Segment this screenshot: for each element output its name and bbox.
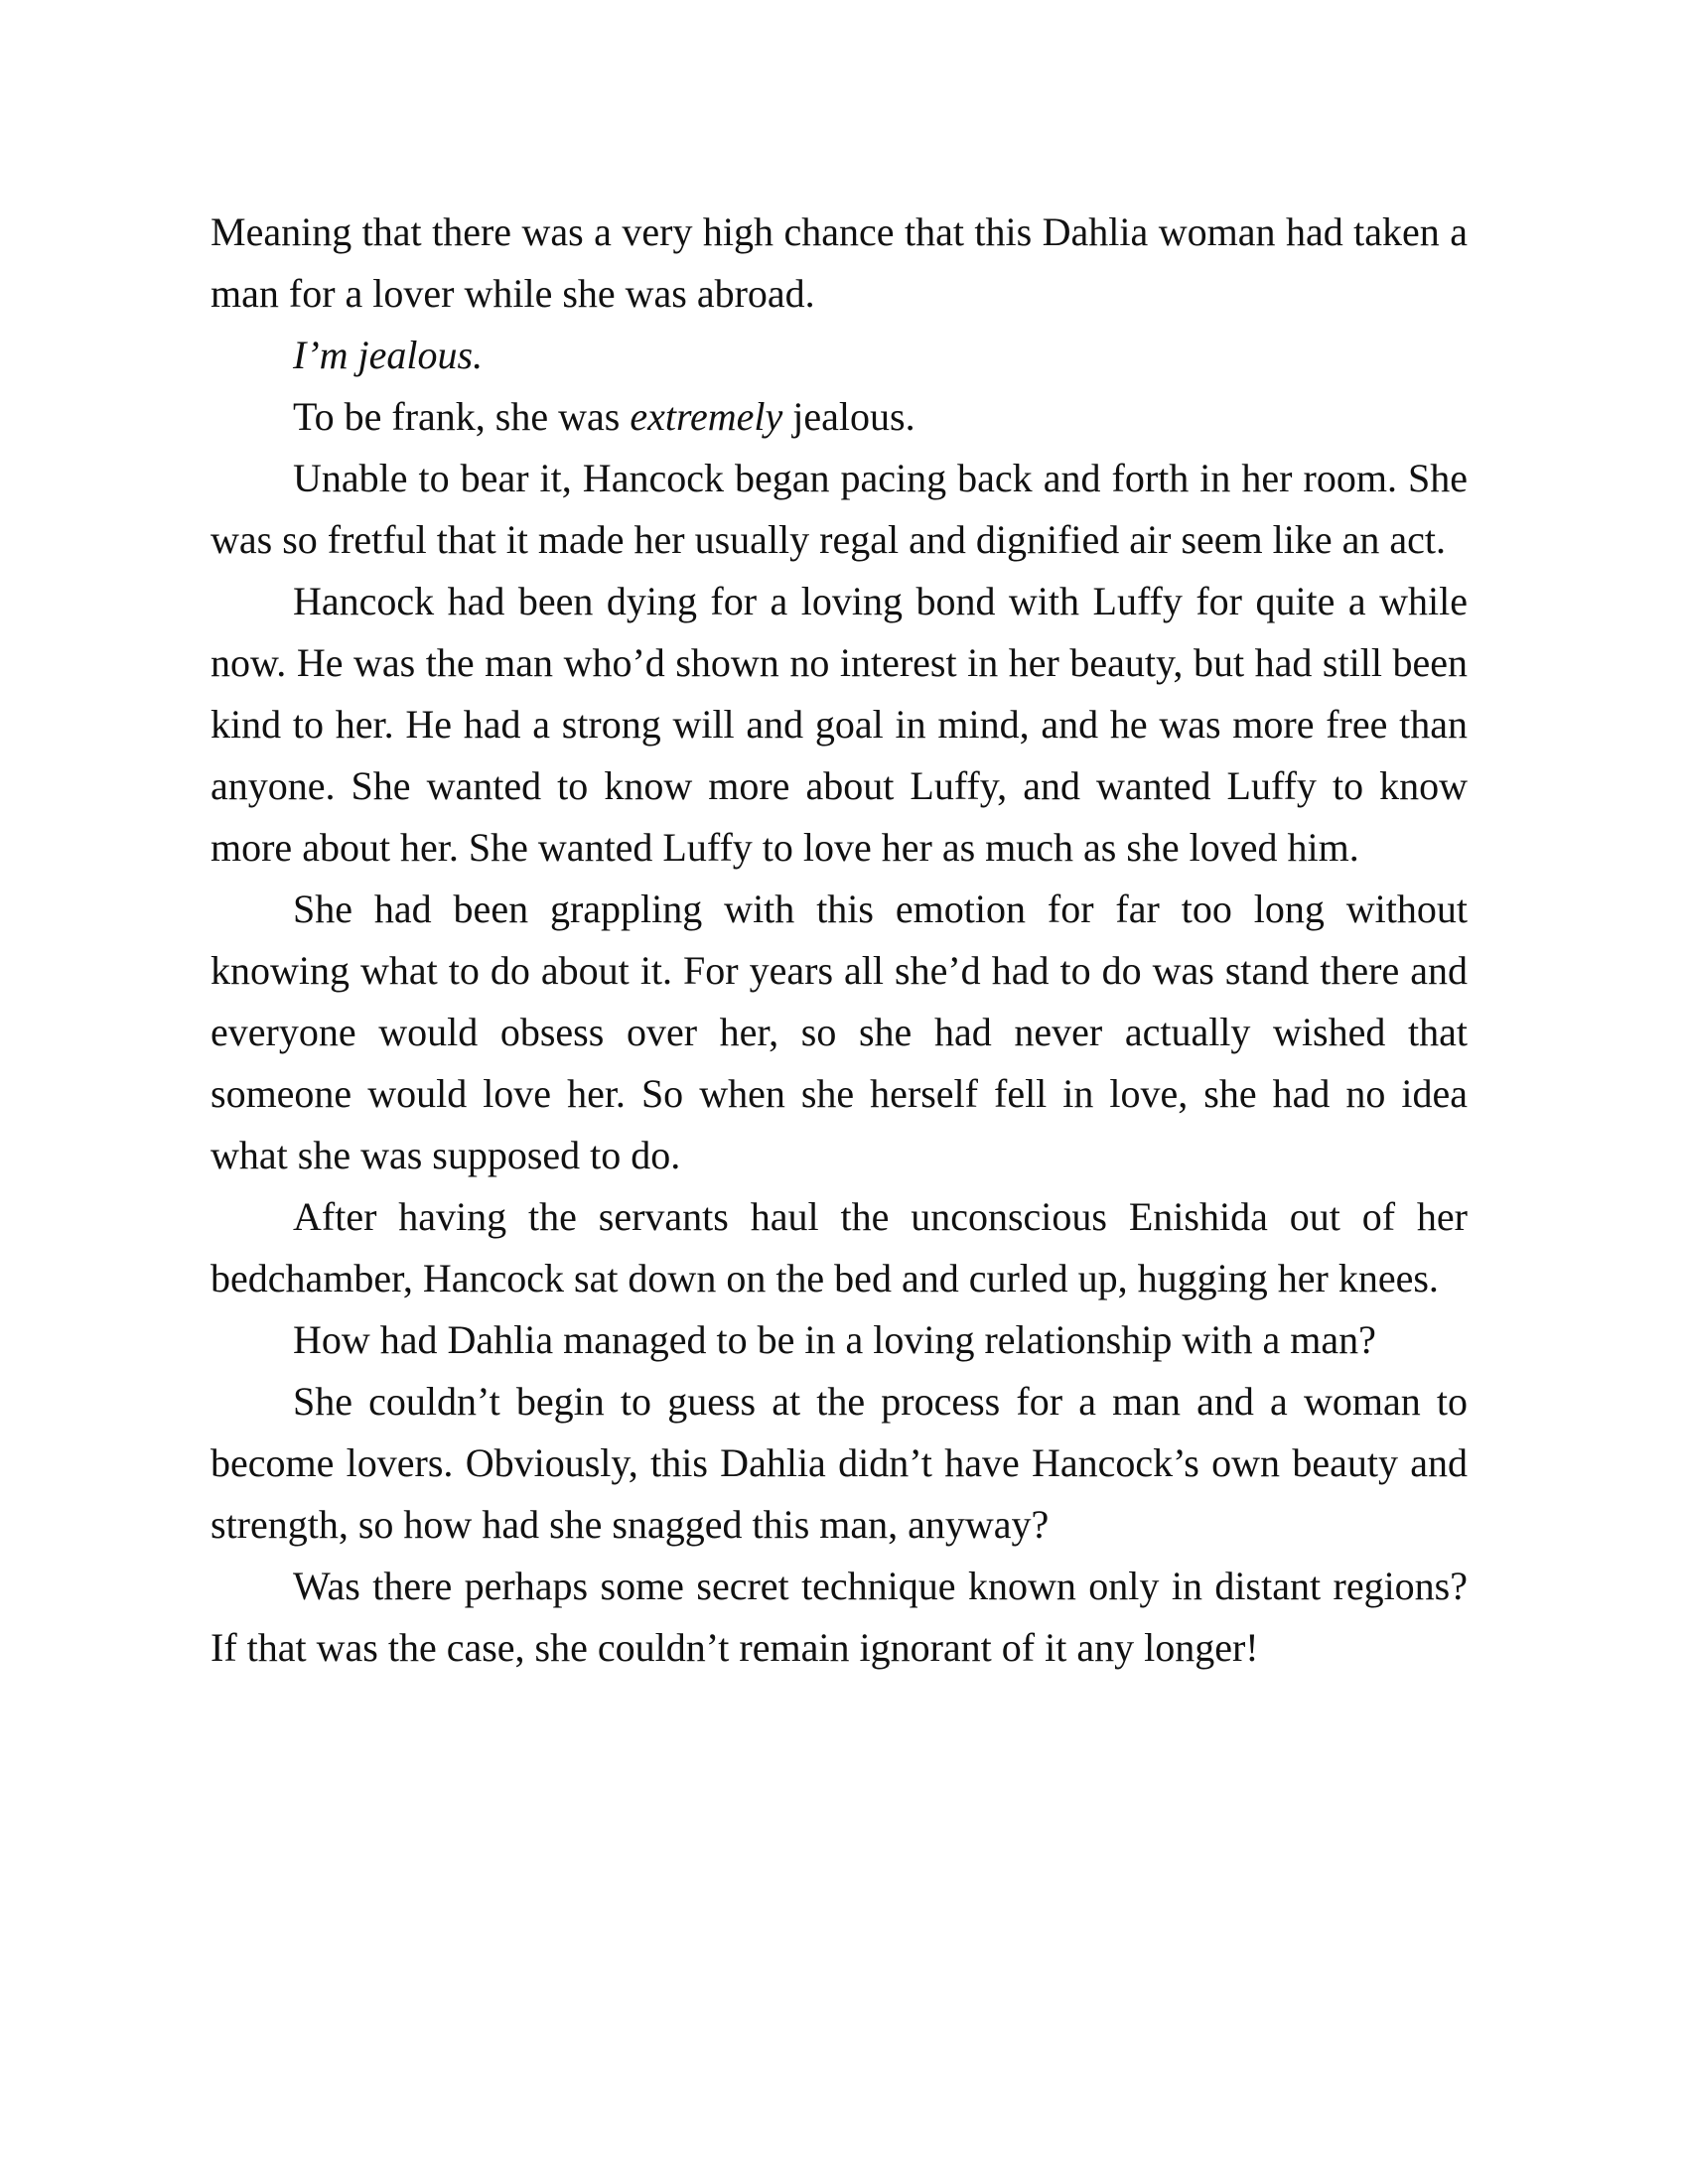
italic-thought: I’m jealous.	[293, 333, 484, 377]
paragraph-10: Was there perhaps some secret technique known only in distant regions? If that was the case, she couldn’t remain ignorant of it any longer!	[211, 1564, 1468, 1670]
paragraph-6: She had been grappling with this emotion for far too long without knowing what to do about it. For years all she’d had to do was stand there and everyone would obsess over her, so she had never actually wished that someone would love her. So when she herself fell in love, she had no idea what she was supposed to do.	[211, 887, 1468, 1177]
paragraph-3-emphasis: extremely	[630, 394, 783, 439]
paragraph-1: Meaning that there was a very high chance that this Dahlia woman had taken a man for a lover while she was abroad.	[211, 209, 1468, 316]
page-body	[211, 202, 1468, 1679]
paragraph-5: Hancock had been dying for a loving bond with Luffy for quite a while now. He was the man who’d shown no interest in her beauty, but had still been kind to her. He had a strong will and goal in mind, and he was more free than anyone. She wanted to know more about Luffy, and wanted Luffy to know more about her. She wanted Luffy to love her as much as she loved him.	[211, 579, 1468, 870]
paragraph-3-before: To be frank, she was	[293, 394, 631, 439]
paragraph-8: How had Dahlia managed to be in a loving relationship with a man?	[293, 1317, 1376, 1362]
paragraph-7: After having the servants haul the unconscious Enishida out of her bedchamber, Hancock sat down on the bed and curled up, hugging her knees.	[211, 1194, 1468, 1300]
paragraph-4: Unable to bear it, Hancock began pacing back and forth in her room. She was so fretful that it made her usually regal and dignified air seem like an act.	[211, 456, 1468, 562]
paragraph-2-italic	[211, 325, 1468, 386]
paragraph-9: She couldn’t begin to guess at the process for a man and a woman to become lovers. Obviously, this Dahlia didn’t have Hancock’s own beauty and strength, so how had she snagged this man, anyway?	[211, 1379, 1468, 1547]
paragraph-3	[211, 386, 1468, 448]
paragraph-3-after: jealous.	[782, 394, 915, 439]
